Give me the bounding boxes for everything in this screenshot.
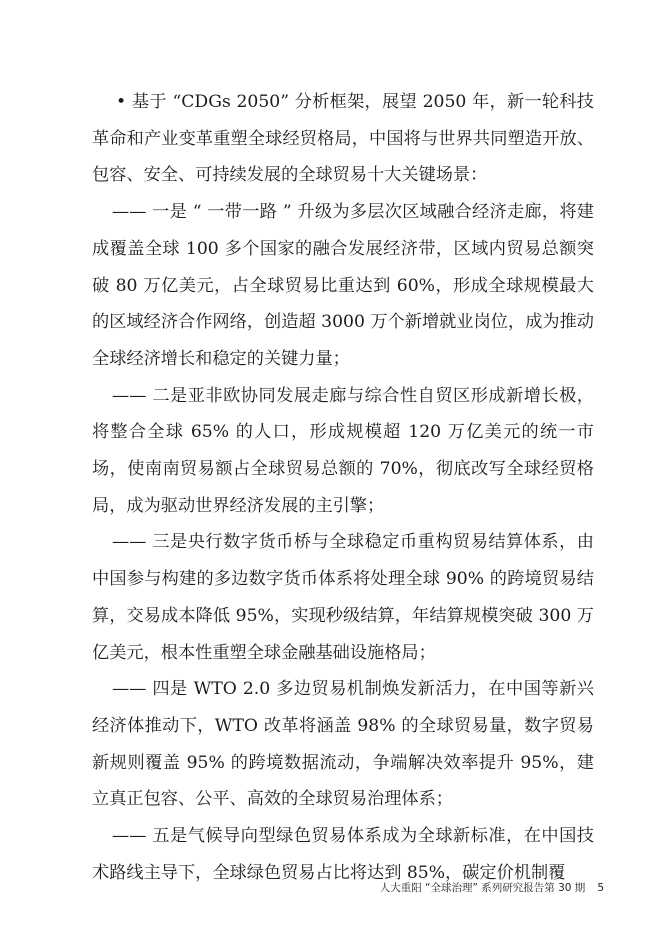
page-footer (300, 880, 604, 895)
scenario-paragraph-4: —— 四是 WTO 2.0 多边贸易机制焕发新活力，在中国等新兴经济体推动下，WTO 改革将涵盖 98% 的全球贸易量，数字贸易新规则覆盖 95% 的跨境数据流动，争端解决效率提升 95%，建立真正包容、公平、高效的全球贸易治理体系； (92, 679, 594, 810)
scenario-paragraph-1: —— 一是 “ 一带一路 ” 升级为多层次区域融合经济走廊，将建成覆盖全球 100 多个国家的融合发展经济带，区域内贸易总额突破 80 万亿美元，占全球贸易比重达到 60%，形成全球规模最大的区域经济合作网络，创造超 3000 万个新增就业岗位，成为推动全球经济增长和稳定的关键力量； (92, 202, 594, 369)
scenario-paragraph-5: —— 五是气候导向型绿色贸易体系成为全球新标准，在中国技术路线主导下，全球绿色贸易占比将达到 85%，碳定价机制覆 (92, 826, 594, 883)
scenario-paragraph-2: —— 二是亚非欧协同发展走廊与综合性自贸区形成新增长极，将整合全球 65% 的人口，形成规模超 120 万亿美元的统一市场，使南南贸易额占全球贸易总额的 70%，彻底改写全球经贸格局，成为驱动世界经济发展的主引擎； (92, 385, 594, 516)
footer-series-title: 人大重阳 “全球治理” 系列研究报告第 30 期 (379, 882, 586, 894)
document-body (92, 84, 594, 891)
page-number: 5 (597, 882, 604, 894)
intro-paragraph: • 基于 “CDGs 2050” 分析框架，展望 2050 年，新一轮科技革命和产业变革重塑全球经贸格局，中国将与世界共同塑造开放、包容、安全、可持续发展的全球贸易十大关键场景： (92, 92, 594, 186)
scenario-paragraph-3: —— 三是央行数字货币桥与全球稳定币重构贸易结算体系，由中国参与构建的多边数字货币体系将处理全球 90% 的跨境贸易结算，交易成本降低 95%，实现秒级结算，年结算规模突破 300 万亿美元，根本性重塑全球金融基础设施格局； (92, 532, 594, 663)
